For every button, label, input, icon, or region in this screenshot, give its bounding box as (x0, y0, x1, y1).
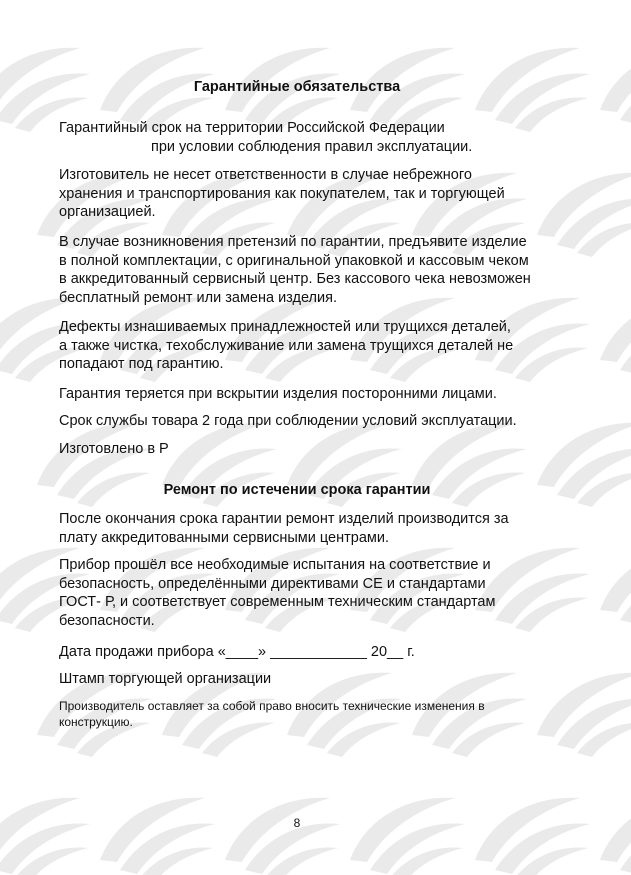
text-line: Срок службы товара 2 года при соблюдении условий эксплуатации. (59, 413, 517, 429)
warranty-void-paragraph (59, 385, 564, 404)
text-line: при условии соблюдения правил эксплуатации. (151, 138, 473, 155)
text-line: Изготовлено в Р (59, 441, 169, 457)
text-line: бесплатный ремонт или замена изделия. (59, 289, 337, 306)
text-line: а также чистка, техобслуживание или замена трущихся деталей не (59, 337, 514, 354)
text-line: Прибор прошёл все необходимые испытания на соответствие и (59, 557, 491, 573)
claims-paragraph (59, 233, 564, 307)
text-line: ГОСТ- Р, и соответствует современным техническим стандартам (59, 594, 496, 610)
text-line: Штамп торгующей организации (59, 671, 272, 687)
text-line: в аккредитованный сервисный центр. Без кассового чека невозможен (59, 271, 531, 287)
certification-paragraph (59, 556, 564, 630)
text-line: В случае возникновения претензий по гарантии, предъявите изделие (59, 234, 527, 250)
page-number: 8 (293, 816, 301, 830)
text-line: в полной комплектации, с оригинальной упаковкой и кассовым чеком (59, 252, 529, 269)
text-line: После окончания срока гарантии ремонт изделий производится за (59, 511, 509, 527)
post-warranty-repair-paragraph (59, 510, 564, 547)
service-life-paragraph (59, 412, 564, 431)
made-in-paragraph (59, 440, 564, 459)
sale-date-line (59, 643, 564, 662)
text-line: Гарантийный срок на территории Российской Федерации (59, 120, 445, 136)
text-line: Дефекты изнашиваемых принадлежностей или трущихся деталей, (59, 319, 511, 335)
text-line: безопасности. (59, 612, 155, 629)
warranty-heading: Гарантийные обязательства (193, 79, 401, 95)
text-line: Дата продажи прибора «____» ____________ 20__ г. (59, 644, 415, 660)
text-line: Гарантия теряется при вскрытии изделия посторонними лицами. (59, 386, 497, 402)
defects-paragraph (59, 318, 564, 374)
text-line: попадают под гарантию. (59, 356, 224, 372)
liability-paragraph (59, 166, 564, 222)
text-line: Производитель оставляет за собой право вносить технические изменения в (59, 699, 485, 713)
stamp-line (59, 670, 564, 689)
text-line: конструкцию. (59, 715, 133, 729)
text-line: безопасность, определёнными директивами СЕ и стандартами (59, 575, 486, 592)
text-line: Изготовитель не несет ответственности в случае небрежного (59, 167, 472, 183)
text-line: организацией. (59, 204, 156, 220)
repair-heading: Ремонт по истечении срока гарантии (163, 482, 431, 498)
warranty-period-paragraph (59, 119, 564, 156)
text-line: плату аккредитованными сервисными центрами. (59, 529, 389, 546)
text-line: хранения и транспортирования как покупателем, так и торгующей (59, 185, 505, 202)
disclaimer-paragraph (59, 698, 564, 730)
